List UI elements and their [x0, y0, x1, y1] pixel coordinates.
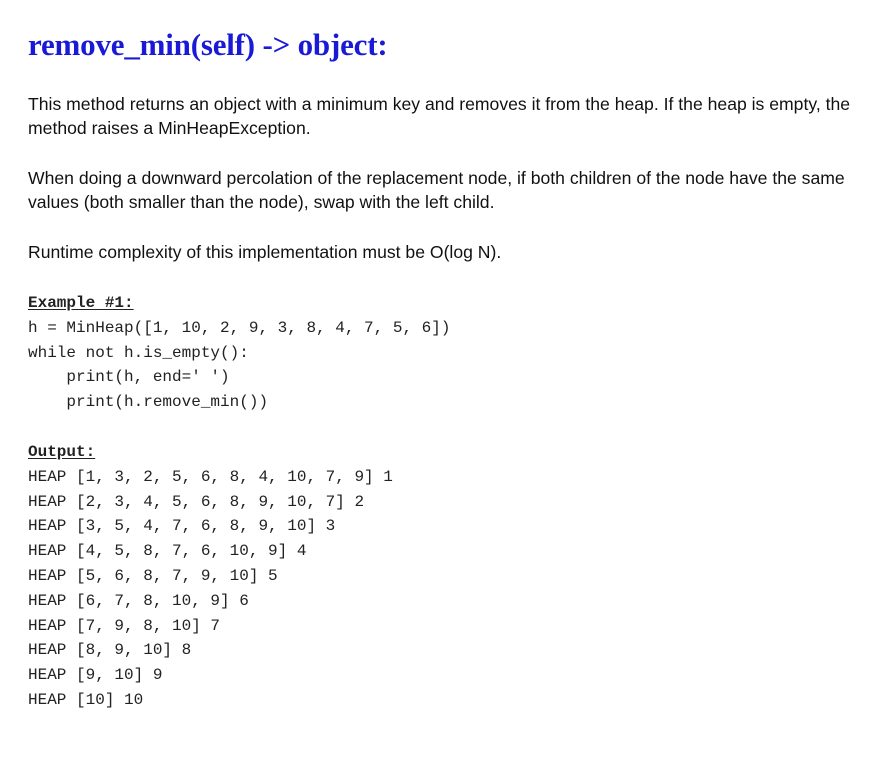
description-paragraph: This method returns an object with a minimum key and removes it from the heap. If the heap is empty, the method raises a MinHeapException.	[28, 94, 851, 138]
method-name: remove_min	[28, 27, 191, 62]
output-line: HEAP [9, 10] 9	[28, 666, 163, 685]
output-line: HEAP [5, 6, 8, 7, 9, 10] 5	[28, 566, 278, 585]
output-line: HEAP [8, 9, 10] 8	[28, 641, 192, 660]
output-label: Output:	[28, 442, 96, 461]
code-line: h = MinHeap([1, 10, 2, 9, 3, 8, 4, 7, 5, 6])	[28, 318, 451, 337]
output-line: HEAP [6, 7, 8, 10, 9] 6	[28, 591, 249, 610]
method-signature: (self) -> object:	[190, 27, 388, 62]
output-line: HEAP [3, 5, 4, 7, 6, 8, 9, 10] 3	[28, 517, 336, 536]
output-line: HEAP [1, 3, 2, 5, 6, 8, 4, 10, 7, 9] 1	[28, 467, 393, 486]
example-label: Example #1:	[28, 294, 134, 312]
output-block	[28, 440, 873, 713]
code-line: print(h, end=' ')	[28, 368, 230, 387]
output-line: HEAP [4, 5, 8, 7, 6, 10, 9] 4	[28, 542, 307, 561]
output-line: HEAP [7, 9, 8, 10] 7	[28, 616, 221, 635]
code-line: while not h.is_empty():	[28, 343, 249, 362]
output-line: HEAP [10] 10	[28, 690, 144, 709]
example-block	[28, 291, 873, 415]
code-line: print(h.remove_min())	[28, 393, 269, 412]
percolation-paragraph: When doing a downward percolation of the replacement node, if both children of the node have the same values (both smaller than the node), swap with the left child.	[28, 168, 845, 212]
output-line: HEAP [2, 3, 4, 5, 6, 8, 9, 10, 7] 2	[28, 492, 365, 511]
document	[28, 26, 873, 713]
complexity-paragraph: Runtime complexity of this implementation must be O(log N).	[28, 242, 502, 262]
method-heading	[28, 26, 873, 64]
